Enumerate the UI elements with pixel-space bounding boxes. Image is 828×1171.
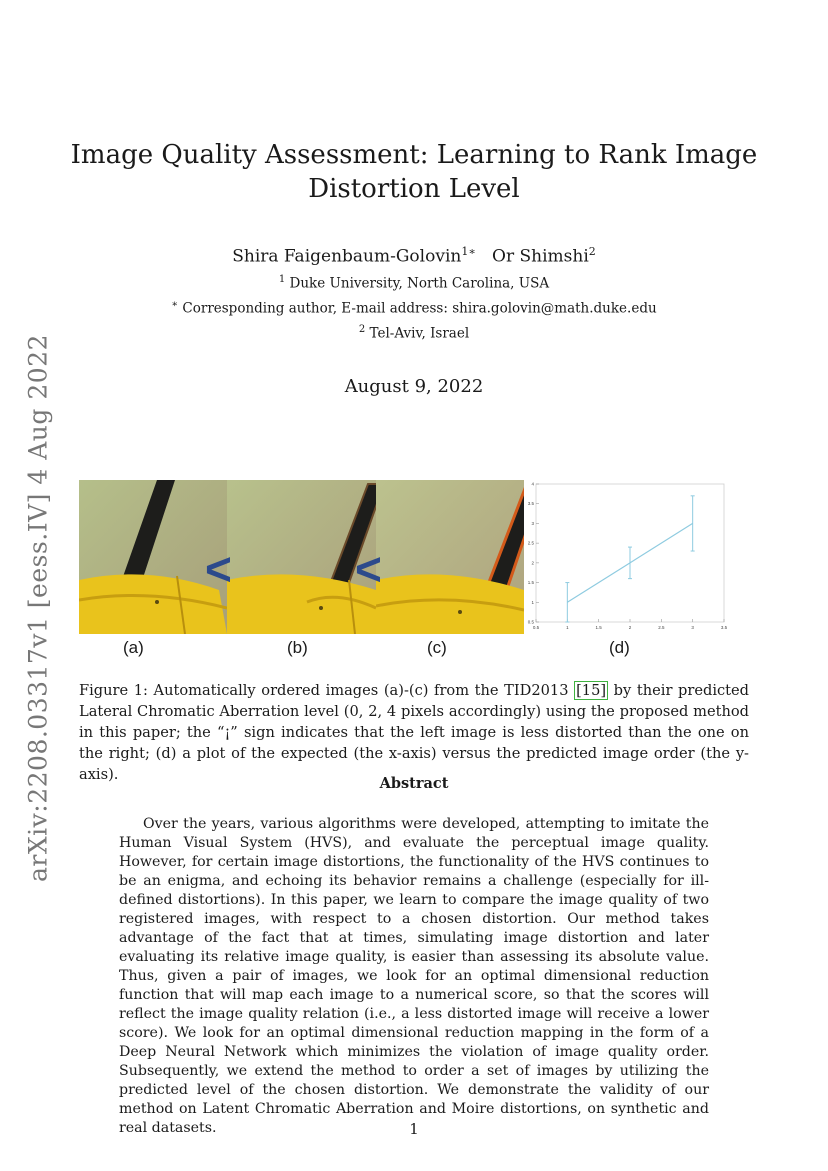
- affil-text: Tel-Aviv, Israel: [369, 325, 470, 342]
- x-tick-label: 2: [628, 625, 632, 630]
- chart-panel-d: [524, 480, 734, 634]
- x-tick-label: 1.5: [595, 625, 602, 630]
- arxiv-id-text: arXiv:2208.03317v1 [eess.IV] 4 Aug 2022: [23, 334, 53, 882]
- figure-caption: [79, 680, 749, 785]
- x-tick-label: 3.5: [720, 625, 728, 630]
- y-tick-label: 0.5: [527, 619, 534, 625]
- affil-text: Duke University, North Carolina, USA: [289, 275, 550, 292]
- title-line-2: Distortion Level: [308, 174, 520, 204]
- author-superscript: 1∗: [461, 245, 476, 258]
- author-superscript: 2: [588, 245, 596, 258]
- x-tick-label: 1: [566, 625, 569, 630]
- corr-sup: ∗: [171, 299, 179, 310]
- affil-sup: 2: [358, 324, 366, 335]
- affiliation-1: [0, 274, 828, 292]
- x-tick-label: 0.5: [532, 625, 540, 630]
- author-list: [0, 245, 828, 267]
- author-name: Shira Faigenbaum-Golovin: [232, 246, 462, 267]
- x-tick-label: 2.5: [658, 625, 665, 630]
- caption-text: by their predicted Lateral Chromatic Aberration level (0, 2, 4 pixels accordingly) using the proposed method in this paper; the “¡” sign indicates that the left image is less distorted than the one on the right; (d) a plot of the expected (the x-axis) versus the predicted image order (the y-axis).: [79, 682, 750, 783]
- author-name: Or Shimshi: [492, 246, 589, 267]
- y-tick-label: 3: [531, 520, 534, 526]
- x-tick-label: 3: [691, 625, 694, 630]
- paper-date: August 9, 2022: [344, 376, 484, 397]
- affiliation-2: [0, 324, 828, 342]
- corr-text: Corresponding author, E-mail address: shira.golovin@math.duke.edu: [182, 300, 657, 317]
- figure-1: [79, 480, 746, 660]
- sublabel-a: (a): [123, 638, 144, 657]
- abstract-heading: Abstract: [379, 775, 449, 792]
- sublabel-b: (b): [287, 638, 308, 657]
- citation-link[interactable]: [15]: [576, 682, 607, 699]
- sublabel-d: (d): [609, 638, 630, 657]
- y-tick-label: 3.5: [527, 501, 534, 507]
- predicted-order-chart: [524, 480, 734, 634]
- less-than-sign-2: <: [355, 543, 382, 595]
- paper-title: [0, 138, 828, 206]
- y-tick-label: 1: [531, 599, 534, 605]
- less-than-sign-1: <: [205, 543, 232, 595]
- y-tick-label: 2: [531, 560, 534, 566]
- page-number: 1: [409, 1120, 419, 1138]
- affil-sup: 1: [278, 274, 286, 285]
- image-panel-c: [376, 480, 524, 634]
- chart-background: [524, 480, 734, 634]
- y-tick-label: 1.5: [527, 580, 534, 586]
- abstract-body: Over the years, various algorithms were developed, attempting to imitate the Human Visual System (HVS), and evaluate the perceptual image quality. However, for certain image distortions, the functionality of the HVS continues to be an enigma, and echoing its behavior remains a challenge (especially for ill-defined distortions). In this paper, we learn to compare the image quality of two registered images, with respect to a chosen distortion. Our method takes advantage of the fact that at times, simulating image distortion and later evaluating its relative image quality, is easier than assessing its absolute value. Thus, given a pair of images, we look for an optimal dimensional reduction function that will map each image to a numerical score, so that the scores will reflect the image quality relation (i.e., a less distorted image will receive a lower score). We look for an optimal dimensional reduction mapping in the form of a Deep Neural Network which minimizes the violation of image quality order. Subsequently, we extend the method to order a set of images by utilizing the predicted level of the chosen distortion. We demonstrate the validity of our method on Latent Chromatic Aberration and Moire distortions, on synthetic and real datasets.: [119, 816, 709, 1136]
- y-tick-label: 4: [531, 481, 534, 487]
- image-panel-b: [227, 480, 376, 634]
- sublabel-c: (c): [427, 638, 447, 657]
- y-tick-label: 2.5: [527, 540, 534, 546]
- caption-text: Figure 1: Automatically ordered images (a)-(c) from the TID2013: [79, 682, 575, 699]
- corresponding-author: [0, 299, 828, 317]
- title-line-1: Image Quality Assessment: Learning to Rank Image: [70, 140, 758, 170]
